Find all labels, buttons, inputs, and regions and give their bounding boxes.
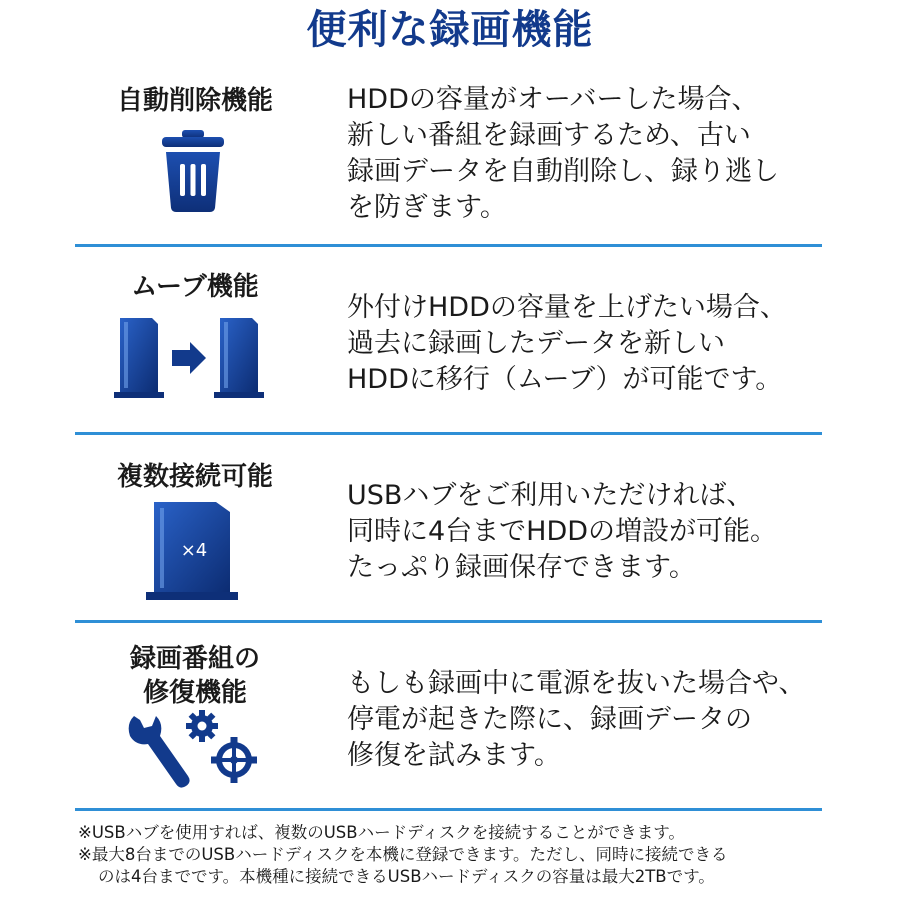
feature-label: ムーブ機能 xyxy=(131,272,259,302)
section-divider xyxy=(75,432,822,435)
footnotes xyxy=(78,822,868,888)
move-icon xyxy=(112,318,274,398)
section-divider xyxy=(75,620,822,623)
feature-description: もしも録画中に電源を抜いた場合や、 停電が起きた際に、録画データの 修復を試みます。 xyxy=(347,668,806,771)
feature-label: 録画番組の 修復機能 xyxy=(129,644,260,708)
page-title: 便利な録画機能 xyxy=(306,7,594,53)
footnote: ※最大8台までのUSBハードディスクを本機に登録できます。ただし、同時に接続できる xyxy=(78,845,728,864)
wrench-icon xyxy=(129,716,190,788)
feature-description: HDDの容量がオーバーした場合、 新しい番組を録画するため、古い 録画データを自動削除し、録り逃し を防ぎます。 xyxy=(347,84,779,223)
footnote: ※USBハブを使用すれば、複数のUSBハードディスクを接続することができます。 xyxy=(78,823,685,842)
feature-description: 外付けHDDの容量を上げたい場合、 過去に録画したデータを新しい HDDに移行（ムーブ）が可能です。 xyxy=(347,292,787,395)
footnote: のは4台までです。本機種に接続できるUSBハードディスクの容量は最大2TBです。 xyxy=(98,867,715,886)
multi-hdd-icon xyxy=(146,502,242,600)
gear-small-icon xyxy=(186,710,218,742)
multi-hdd-count: ×4 xyxy=(180,540,208,561)
trash-icon xyxy=(160,130,226,212)
section-divider xyxy=(75,808,822,811)
feature-description: USBハブをご利用いただければ、 同時に4台までHDDの増設が可能。 たっぷり録画保存できます。 xyxy=(347,480,778,583)
repair-tools-icon xyxy=(124,710,264,794)
feature-label: 複数接続可能 xyxy=(116,462,273,492)
feature-label: 自動削除機能 xyxy=(116,86,273,116)
gear-large-icon xyxy=(211,737,257,783)
section-divider xyxy=(75,244,822,247)
